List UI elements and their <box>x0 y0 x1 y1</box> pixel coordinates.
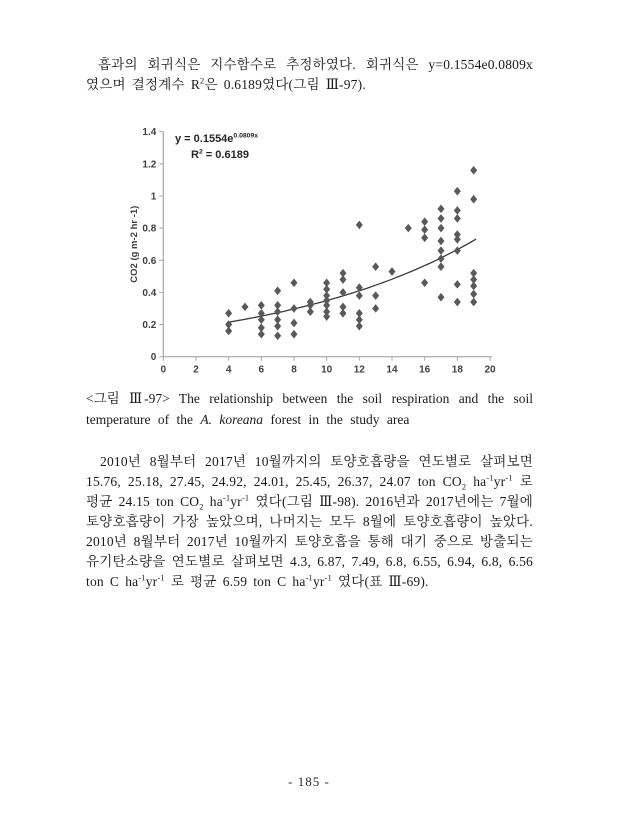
data-point-marker <box>339 275 346 284</box>
data-point-marker <box>290 330 297 339</box>
data-point-marker <box>372 304 379 313</box>
data-point-marker <box>258 330 265 339</box>
chart-equation-annotation <box>175 131 258 163</box>
x-tick-label: 16 <box>419 364 431 376</box>
data-point-marker <box>356 322 363 331</box>
figure-iii-97 <box>125 118 505 383</box>
data-point-marker <box>437 214 444 223</box>
data-point-marker <box>437 293 444 302</box>
text-segment: -1 <box>138 573 146 583</box>
x-tick-label: 0 <box>160 364 167 376</box>
paragraph-annual-respiration <box>86 452 533 592</box>
data-point-marker <box>437 205 444 214</box>
data-point-marker <box>290 278 297 287</box>
data-point-marker <box>421 233 428 242</box>
text-segment: R <box>191 149 199 161</box>
data-point-marker <box>437 254 444 263</box>
text-segment: 2 <box>200 76 205 86</box>
data-point-marker <box>372 291 379 300</box>
text-segment: yr <box>145 574 158 589</box>
text-segment: y = 0.1554e <box>175 133 234 145</box>
figure-caption <box>86 388 533 430</box>
x-tick-label: 8 <box>291 364 297 376</box>
text-segment: 2 <box>461 482 467 492</box>
text-segment: 로 평균 6.59 ton C ha <box>164 574 306 589</box>
text-segment: yr <box>230 494 242 509</box>
data-point-marker <box>437 246 444 255</box>
data-point-marker <box>225 309 232 318</box>
text-segment: = 0.6189 <box>202 149 249 161</box>
data-point-marker <box>290 304 297 313</box>
equation-text <box>175 131 258 147</box>
data-point-marker <box>274 322 281 331</box>
y-tick-label: 0.6 <box>142 255 157 267</box>
y-tick-label: 0 <box>150 352 157 364</box>
text-segment: -1 <box>157 573 165 583</box>
text-segment: forest in the study area <box>263 412 410 427</box>
data-point-marker <box>388 267 395 276</box>
y-tick-label: 0.8 <box>142 223 157 235</box>
text-segment: 였다(그림 Ⅲ-98). 2016년과 2017년에는 7월에 토양호흡량이 가장 높았으며, 나머지는 모두 8월에 토양호흡량이 높았다. 2010년 8월부터 2017년 10월까지 토양호흡을 통해 대기 중으로 방출되는 유기탄소량을 연도별로 살펴보면 4.3, 6.87, 7.49, 6.8, 6.55, 6.94, 6.8, 6.56 ton C ha <box>86 494 534 589</box>
text-segment: yr <box>312 574 325 589</box>
data-point-marker <box>241 303 248 312</box>
data-point-marker <box>437 237 444 246</box>
text-segment: 2010년 8월부터 2017년 10월까지의 토양호흡량을 연도별로 살펴보면 15.76, 25.18, 27.45, 24.92, 24.01, 25.45, 26.37, 24.07 ton CO <box>86 454 533 489</box>
text-segment: 2 <box>198 148 203 156</box>
y-tick-label: 1.2 <box>142 159 157 171</box>
text-segment: ha <box>203 494 223 509</box>
paragraph-regression-intro <box>86 55 533 95</box>
page-number: - 185 - <box>288 774 330 789</box>
text-segment: -1 <box>241 493 250 503</box>
data-point-marker <box>454 206 461 215</box>
data-point-marker <box>356 291 363 300</box>
y-tick-label: 0.4 <box>142 287 157 299</box>
data-point-marker <box>437 224 444 233</box>
x-tick-label: 14 <box>386 364 398 376</box>
text-segment: 였다(표 Ⅲ-69). <box>331 574 429 589</box>
text-segment: yr <box>493 474 506 489</box>
data-point-marker <box>421 217 428 226</box>
data-point-marker <box>421 225 428 234</box>
data-point-marker <box>274 332 281 341</box>
y-tick-label: 1.4 <box>142 127 157 139</box>
data-point-marker <box>421 278 428 287</box>
text-segment: ha <box>466 474 487 489</box>
data-point-marker <box>470 290 477 299</box>
data-point-marker <box>470 195 477 204</box>
x-tick-label: 2 <box>193 364 199 376</box>
data-point-marker <box>454 214 461 223</box>
text-segment: 로 평균 24.15 ton CO <box>86 474 533 509</box>
text-segment: <그림 Ⅲ-97> The relationship between the soil respiration and the soil temperature of the <box>86 391 533 427</box>
data-point-marker <box>290 319 297 328</box>
x-tick-label: 10 <box>321 364 333 376</box>
data-point-marker <box>258 301 265 310</box>
text-segment: -1 <box>505 473 513 483</box>
data-point-marker <box>372 262 379 271</box>
text-segment: 은 0.6189였다(그림 Ⅲ-97). <box>204 77 366 92</box>
data-point-marker <box>454 235 461 244</box>
text-segment: -1 <box>222 493 231 503</box>
x-tick-label: 18 <box>451 364 463 376</box>
y-tick-label: 1 <box>150 191 157 203</box>
x-tick-label: 20 <box>484 364 496 376</box>
data-point-marker <box>470 282 477 291</box>
text-segment: 2 <box>199 502 204 512</box>
x-tick-label: 4 <box>225 364 232 376</box>
text-segment: A. koreana <box>200 412 264 427</box>
data-point-marker <box>339 309 346 318</box>
x-tick-label: 6 <box>258 364 265 376</box>
data-point-marker <box>470 166 477 175</box>
data-point-marker <box>356 221 363 230</box>
text-segment: -1 <box>324 573 332 583</box>
text-segment: -1 <box>486 473 494 483</box>
data-point-marker <box>307 307 314 316</box>
y-axis-title: CO2 (g m-2 hr -1) <box>129 205 140 283</box>
data-point-marker <box>274 287 281 296</box>
data-point-marker <box>274 307 281 316</box>
y-tick-label: 0.2 <box>142 320 157 332</box>
data-point-marker <box>470 298 477 307</box>
text-segment: -1 <box>305 573 313 583</box>
data-point-marker <box>225 327 232 336</box>
text-segment: 흡과의 회귀식은 지수함수로 추정하였다. 회귀식은 y=0.1554e0.0809x 였으며 결정계수 R <box>86 57 533 92</box>
data-point-marker <box>454 298 461 307</box>
text-segment: 0.0809x <box>233 132 259 140</box>
data-point-marker <box>405 224 412 233</box>
data-point-marker <box>323 312 330 321</box>
data-point-marker <box>437 262 444 271</box>
data-point-marker <box>454 280 461 289</box>
data-point-marker <box>454 187 461 196</box>
x-tick-label: 12 <box>353 364 365 376</box>
r-squared-text <box>191 147 258 163</box>
